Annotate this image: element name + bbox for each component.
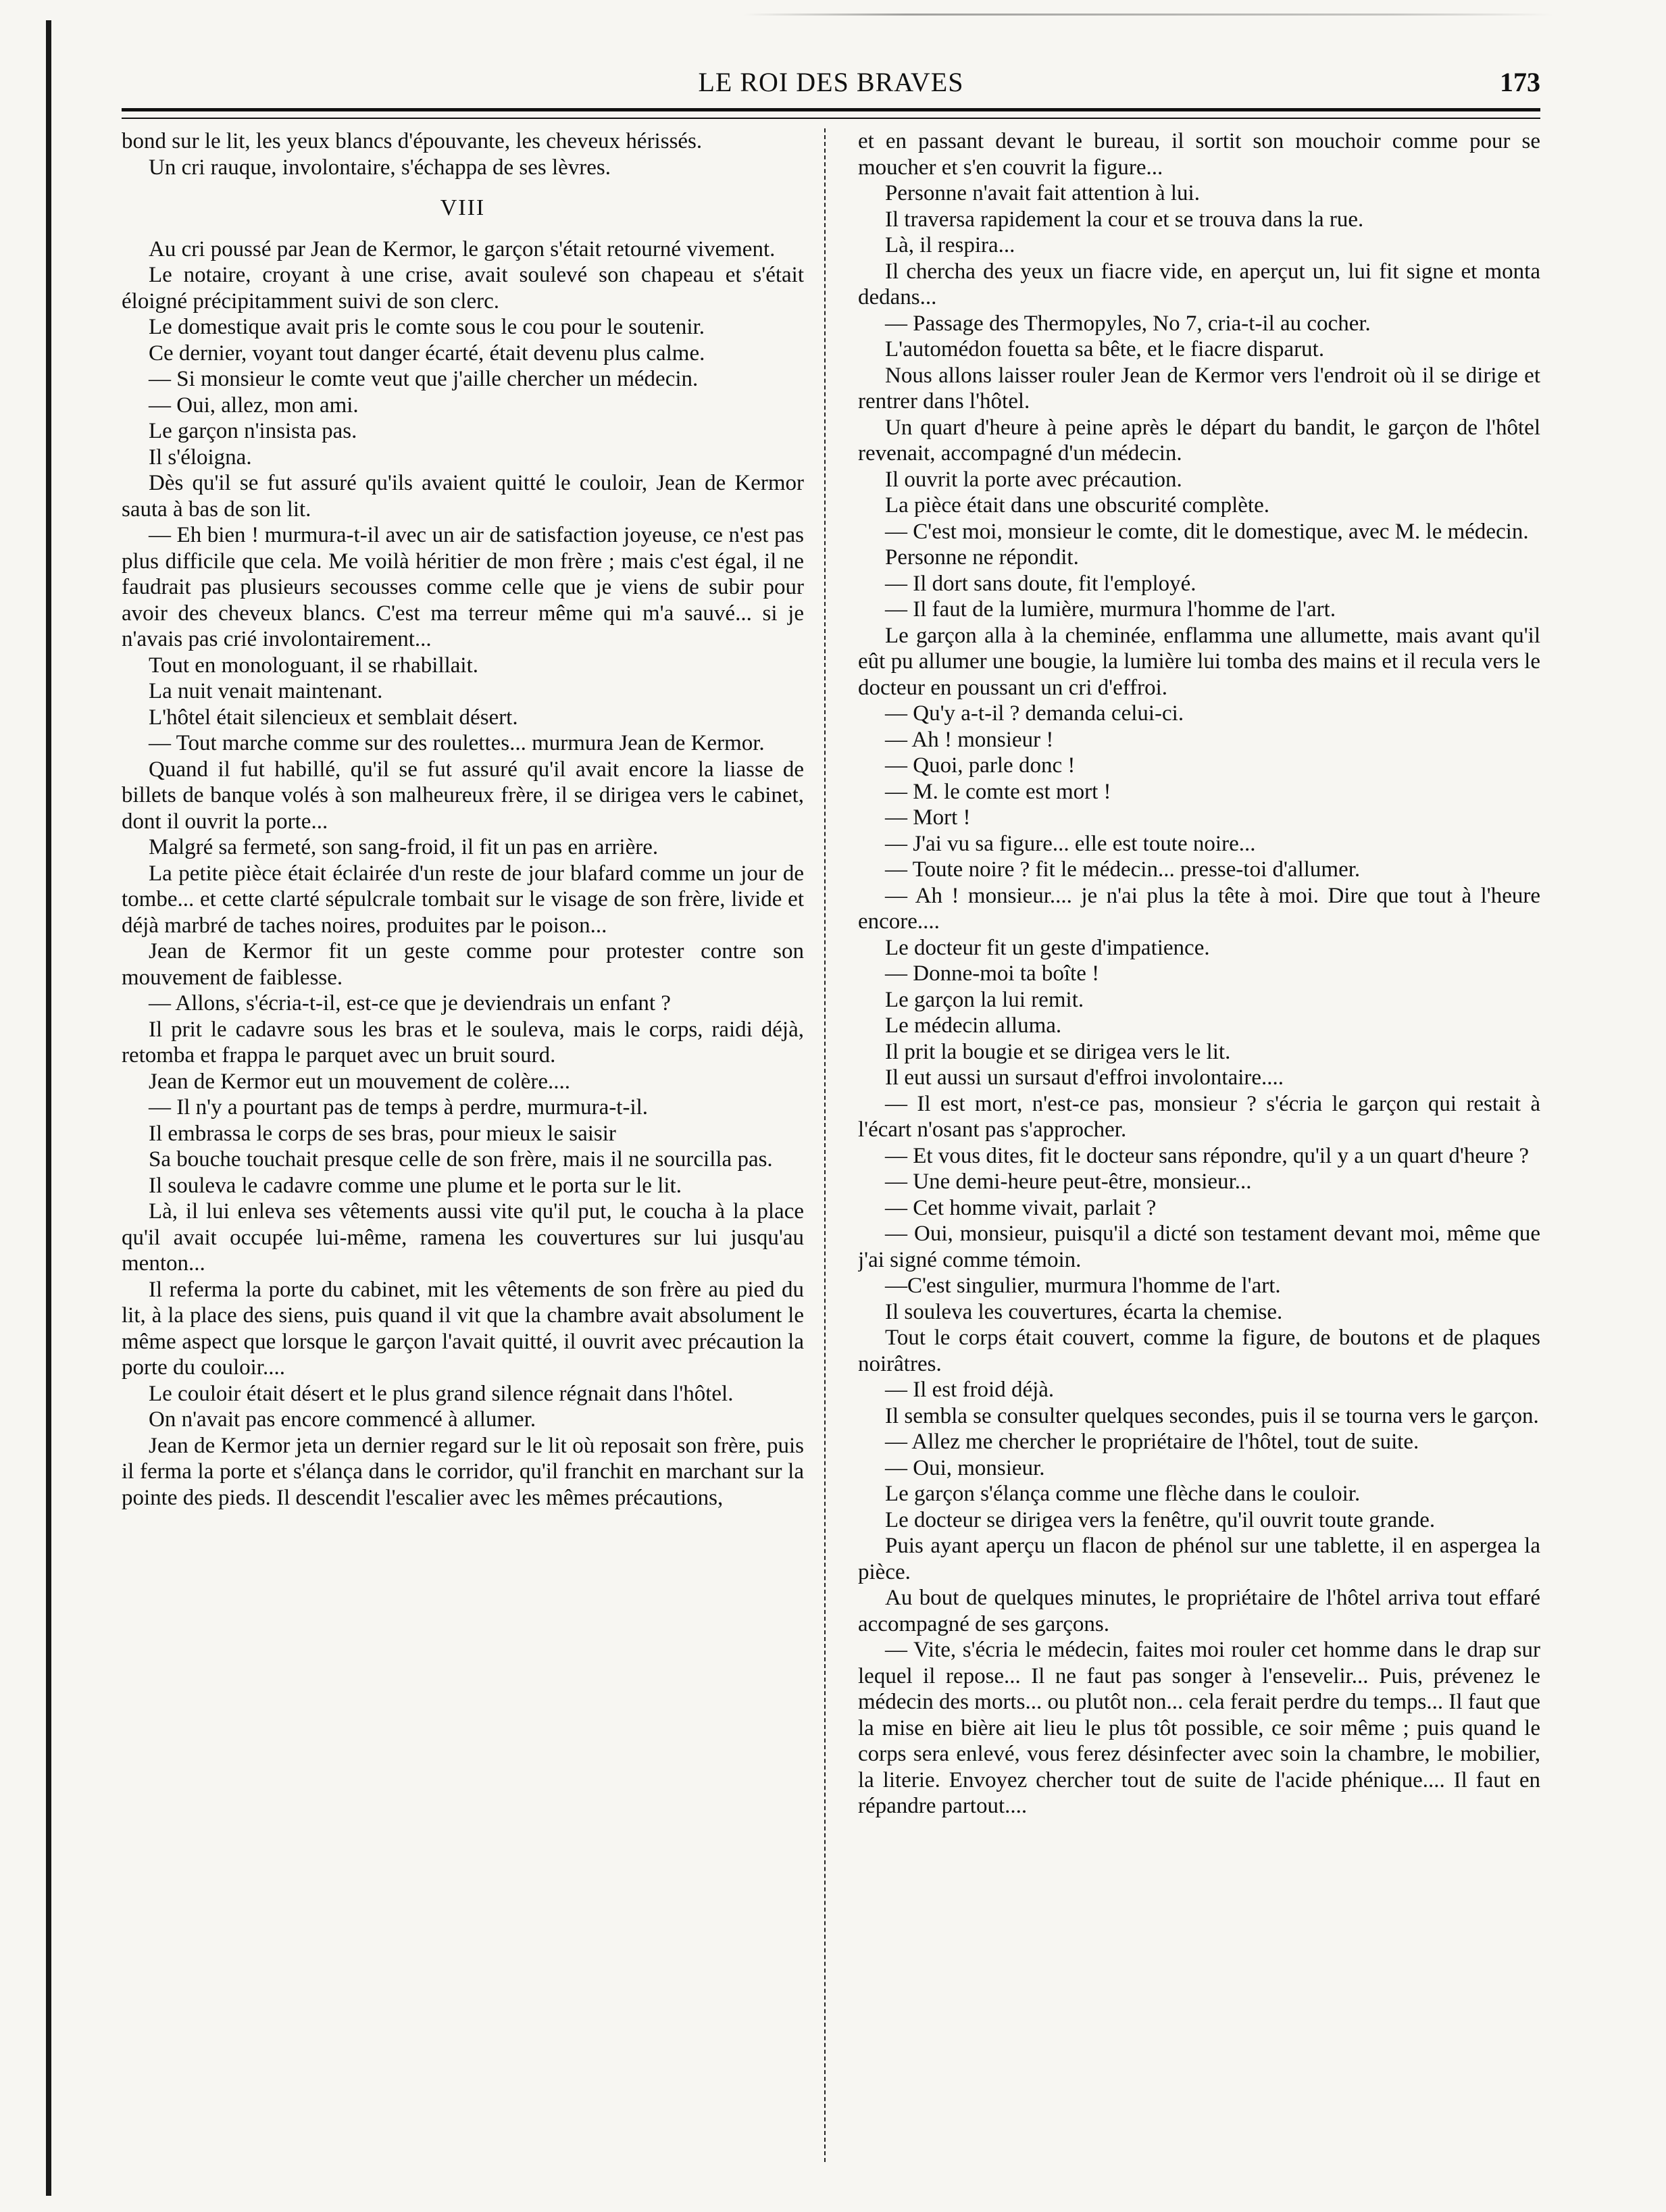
paragraph: Il chercha des yeux un fiacre vide, en aperçut un, lui fit signe et monta dedans... (858, 259, 1540, 309)
paragraph: Il referma la porte du cabinet, mit les vêtements de son frère au pied du lit, à la place des siens, puis quand il vit que la chambre avait absolument le même aspect que lorsque le garçon l'avait quitté, il ouvrit avec précaution la porte du couloir.... (122, 1277, 804, 1380)
paragraph: L'hôtel était silencieux et semblait désert. (149, 705, 518, 730)
paragraph: Il souleva les couvertures, écarta la chemise. (885, 1299, 1283, 1324)
paragraph: Tout en monologuant, il se rhabillait. (149, 653, 479, 678)
paragraph: — Donne-moi ta boîte ! (885, 961, 1100, 986)
paragraph: Il prit le cadavre sous les bras et le souleva, mais le corps, raidi déjà, retomba et frappa le parquet avec un bruit sourd. (122, 1017, 804, 1067)
left-column-before-heading (122, 128, 804, 180)
paragraph: La nuit venait maintenant. (149, 679, 383, 703)
paragraph: — Qu'y a-t-il ? demanda celui-ci. (885, 701, 1184, 726)
paragraph: Au cri poussé par Jean de Kermor, le garçon s'était retourné vivement. (149, 236, 776, 261)
paragraph: Quand il fut habillé, qu'il se fut assuré qu'il avait encore la liasse de billets de banque volés à son malheureux frère, il se dirigea vers le cabinet, dont il ouvrit la porte... (122, 757, 804, 834)
paragraph: — Ah ! monsieur ! (885, 727, 1054, 752)
paragraph: Il eut aussi un sursaut d'effroi involontaire.... (885, 1065, 1284, 1090)
paragraph: Là, il lui enleva ses vêtements aussi vite qu'il put, le coucha à la place qu'il avait occupée lui-même, ramena les couvertures sur lui jusqu'au menton... (122, 1199, 804, 1276)
binding-edge-rule (46, 20, 51, 2196)
paragraph: Il sembla se consulter quelques secondes, puis il se tourna vers le garçon. (885, 1403, 1539, 1428)
paragraph: — Eh bien ! murmura-t-il avec un air de satisfaction joyeuse, ce n'est pas plus difficile que cela. Me voilà héritier de mon frère ; mais c'est égal, il ne faudrait pas plusieurs secousses comme celle que je viens de subir pour avoir des cheveux blancs. C'est ma terreur même qui m'a sauvé... si je n'avais pas crié involontairement... (122, 523, 804, 651)
paragraph: Le garçon n'insista pas. (149, 419, 357, 443)
paragraph: Sa bouche touchait presque celle de son frère, mais il ne sourcilla pas. (149, 1147, 773, 1172)
paragraph: — Mort ! (885, 805, 971, 830)
paragraph: Le couloir était désert et le plus grand silence régnait dans l'hôtel. (149, 1381, 734, 1406)
paragraph: — Allez me chercher le propriétaire de l'hôtel, tout de suite. (885, 1430, 1419, 1454)
paragraph: bond sur le lit, les yeux blancs d'épouvante, les cheveux hérissés. (122, 129, 703, 153)
paragraph: — Passage des Thermopyles, No 7, cria-t-il au cocher. (885, 311, 1371, 336)
paragraph: Ce dernier, voyant tout danger écarté, était devenu plus calme. (149, 341, 705, 366)
paragraph: — Il est mort, n'est-ce pas, monsieur ? s'écria le garçon qui restait à l'écart n'osant pas s'approcher. (858, 1091, 1540, 1142)
paragraph: — Il faut de la lumière, murmura l'homme de l'art. (885, 597, 1336, 622)
paragraph: Jean de Kermor fit un geste comme pour protester contre son mouvement de faiblesse. (122, 939, 804, 990)
paragraph: Le garçon s'élança comme une flèche dans le couloir. (885, 1482, 1361, 1506)
paragraph: — Si monsieur le comte veut que j'aille chercher un médecin. (149, 367, 699, 391)
paragraph: — Toute noire ? fit le médecin... presse-toi d'allumer. (885, 857, 1361, 882)
paragraph: Un cri rauque, involontaire, s'échappa de ses lèvres. (149, 155, 611, 180)
paragraph: — Tout marche comme sur des roulettes... murmura Jean de Kermor. (149, 731, 765, 755)
paragraph: L'automédon fouetta sa bête, et le fiacre disparut. (885, 337, 1325, 361)
paragraph: — Il n'y a pourtant pas de temps à perdre, murmura-t-il. (149, 1095, 649, 1120)
paragraph: — Oui, allez, mon ami. (149, 393, 359, 418)
paragraph: Il prit la bougie et se dirigea vers le lit. (885, 1039, 1231, 1064)
paragraph: — Oui, monsieur. (885, 1455, 1045, 1480)
section-heading: VIII (440, 195, 486, 220)
paragraph: — Une demi-heure peut-être, monsieur... (885, 1170, 1252, 1194)
paragraph: — Il dort sans doute, fit l'employé. (885, 571, 1196, 596)
paragraph: Personne ne répondit. (885, 545, 1079, 570)
paragraph: On n'avait pas encore commencé à allumer. (149, 1407, 536, 1432)
paragraph: — Vite, s'écria le médecin, faites moi rouler cet homme dans le drap sur lequel il repose... Il ne faut pas songer à l'ensevelir... Puis, prévenez le médecin des morts... ou plutôt non... cela ferait perdre du temps... Il faut que la mise en bière ait lieu le plus tôt possible, ce soir même ; puis quand le corps sera enlevé, vous ferez désinfecter avec soin la chambre, le mobilier, la literie. Envoyez chercher tout de suite de l'acide phénique.... Il faut en répandre partout.... (858, 1638, 1540, 1818)
paragraph: Le garçon la lui remit. (885, 987, 1084, 1012)
paragraph: Le docteur fit un geste d'impatience. (885, 935, 1210, 960)
paragraph: Le garçon alla à la cheminée, enflamma une allumette, mais avant qu'il eût pu allumer une bougie, la lumière lui tomba des mains et il recula vers le docteur en poussant un cri d'effroi. (858, 623, 1540, 700)
paragraph: Malgré sa fermeté, son sang-froid, il fit un pas en arrière. (149, 835, 659, 859)
paragraph: — Allons, s'écria-t-il, est-ce que je deviendrais un enfant ? (149, 991, 671, 1015)
paragraph: — Oui, monsieur, puisqu'il a dicté son testament devant moi, même que j'ai signé comme témoin. (858, 1222, 1540, 1272)
running-title: LE ROI DES BRAVES (698, 67, 964, 97)
paragraph: Jean de Kermor eut un mouvement de colère.... (149, 1069, 571, 1094)
right-column (858, 128, 1540, 2162)
paragraph: Le docteur se dirigea vers la fenêtre, qu'il ouvrit toute grande. (885, 1507, 1436, 1532)
header-double-rule (122, 108, 1540, 119)
paragraph: Le notaire, croyant à une crise, avait soulevé son chapeau et s'était éloigné précipitamment suivi de son clerc. (122, 263, 804, 313)
paragraph: La pièce était dans une obscurité complète. (885, 493, 1270, 518)
text-columns (122, 128, 1540, 2162)
paragraph: — Ah ! monsieur.... je n'ai plus la tête à moi. Dire que tout à l'heure encore.... (858, 883, 1540, 934)
paragraph: Le médecin alluma. (885, 1013, 1062, 1038)
paragraph: La petite pièce était éclairée d'un reste de jour blafard comme un jour de tombe... et cette clarté sépulcrale tombait sur le visage de son frère, livide et déjà marbré de taches noires, produites par le poison... (122, 861, 804, 938)
paragraph: Il souleva le cadavre comme une plume et le porta sur le lit. (149, 1173, 682, 1198)
paragraph: — Il est froid déjà. (885, 1378, 1055, 1402)
paragraph: Il ouvrit la porte avec précaution. (885, 467, 1182, 492)
paragraph: Tout le corps était couvert, comme la figure, de boutons et de plaques noirâtres. (858, 1326, 1540, 1376)
paragraph: Puis ayant aperçu un flacon de phénol sur une tablette, il en aspergea la pièce. (858, 1534, 1540, 1584)
paragraph: Il traversa rapidement la cour et se trouva dans la rue. (885, 207, 1364, 232)
paragraph: Nous allons laisser rouler Jean de Kermor vers l'endroit où il se dirige et rentrer dans l'hôtel. (858, 363, 1540, 413)
paragraph: — Et vous dites, fit le docteur sans répondre, qu'il y a un quart d'heure ? (885, 1143, 1530, 1168)
paragraph: —C'est singulier, murmura l'homme de l'art. (885, 1274, 1281, 1298)
page-header (122, 66, 1540, 107)
top-scan-mark (743, 14, 1554, 16)
paragraph: — M. le comte est mort ! (885, 779, 1111, 804)
paragraph: — Quoi, parle donc ! (885, 753, 1076, 778)
paragraph: Le domestique avait pris le comte sous le cou pour le soutenir. (149, 315, 705, 339)
left-column (122, 128, 804, 2162)
paragraph: Au bout de quelques minutes, le propriétaire de l'hôtel arriva tout effaré accompagné de ses garçons. (858, 1586, 1540, 1636)
paragraph: Il s'éloigna. (149, 445, 252, 470)
paragraph: Il embrassa le corps de ses bras, pour mieux le saisir (149, 1121, 616, 1146)
page-number: 173 (1500, 67, 1540, 97)
paragraph: Jean de Kermor jeta un dernier regard sur le lit où reposait son frère, puis il ferma la porte et s'élança dans le corridor, qu'il franchit en marchant sur la pointe des pieds. Il descendit l'escalier avec les mêmes précautions, (122, 1433, 804, 1510)
paragraph: et en passant devant le bureau, il sortit son mouchoir comme pour se moucher et s'en couvrit la figure... (858, 129, 1540, 180)
paragraph: — C'est moi, monsieur le comte, dit le domestique, avec M. le médecin. (885, 519, 1529, 544)
paragraph: Un quart d'heure à peine après le départ du bandit, le garçon de l'hôtel revenait, accompagné d'un médecin. (858, 415, 1540, 466)
paragraph: Dès qu'il se fut assuré qu'ils avaient quitté le couloir, Jean de Kermor sauta à bas de son lit. (122, 471, 804, 522)
paragraph: Là, il respira... (885, 233, 1015, 257)
paragraph: — Cet homme vivait, parlait ? (885, 1195, 1157, 1220)
paragraph: — J'ai vu sa figure... elle est toute noire... (885, 831, 1256, 856)
column-divider (824, 128, 826, 2162)
left-column-after-heading (122, 236, 804, 1511)
paragraph: Personne n'avait fait attention à lui. (885, 181, 1200, 205)
